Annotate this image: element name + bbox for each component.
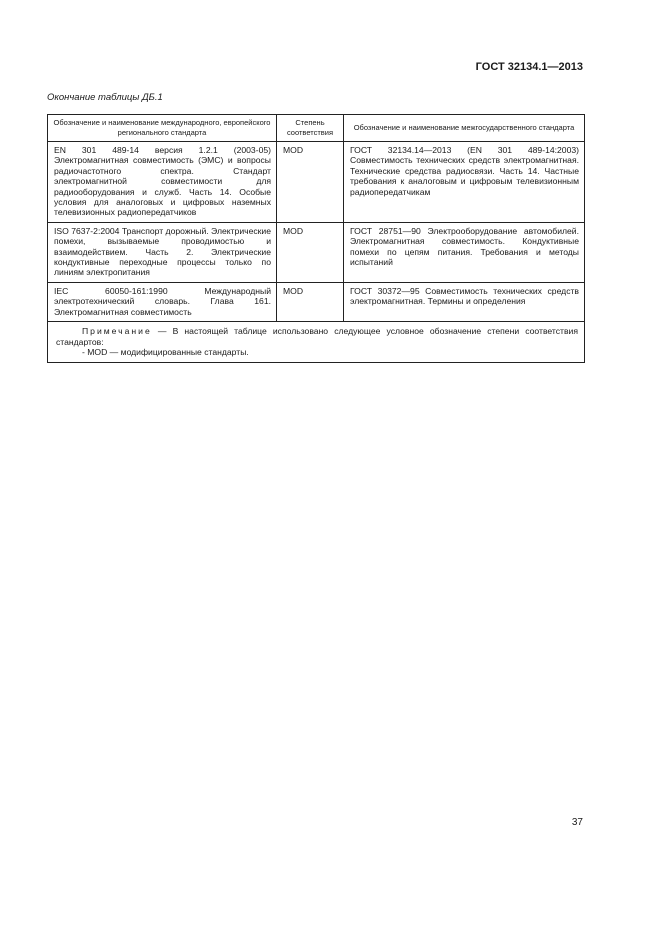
- gost-standard-cell: ГОСТ 30372—95 Совместимость технических средств электромагнитная. Термины и определения: [344, 282, 585, 321]
- note-label: Примечание: [82, 326, 152, 337]
- page-number: 37: [571, 817, 583, 828]
- document-header: ГОСТ 32134.1—2013: [475, 61, 583, 73]
- table-note-row: [48, 322, 585, 363]
- header-international-standard: Обозначение и наименование международного, европейского регионального стандарта: [48, 115, 277, 142]
- intl-standard-cell: EN 301 489-14 версия 1.2.1 (2003-05) Электромагнитная совместимость (ЭМС) и вопросы радиочастотного спектра. Стандарт электромагнитной совместимости для радиооборудования и служб. Часть 14. Особые условия для аналоговых и цифровых наземных телевизионных радиопередатчиков: [48, 142, 277, 223]
- table-row: [48, 142, 585, 223]
- table-row: [48, 282, 585, 321]
- intl-standard-cell: ISO 7637-2:2004 Транспорт дорожный. Электрические помехи, вызываемые проводимостью и взаимодействием. Часть 2. Электрические кондуктивные переходные процессы только по линиям электропитания: [48, 222, 277, 282]
- intl-standard-cell: IEC 60050-161:1990 Международный электротехнический словарь. Глава 161. Электромагнитная совместимость: [48, 282, 277, 321]
- header-degree: Степень соответствия: [277, 115, 344, 142]
- gost-standard-cell: ГОСТ 32134.14—2013 (EN 301 489-14:2003) Совместимость технических средств электромагнитная. Технические средства радиосвязи. Часть 14. Частные требования к аналоговым и цифровым телевизионным радиопередатчикам: [344, 142, 585, 223]
- standards-table: [47, 114, 585, 363]
- degree-cell: MOD: [277, 282, 344, 321]
- note-body: — В настоящей таблице использовано следующее условное обозначение степени соответствия стандартов:: [56, 326, 578, 347]
- table-header-row: [48, 115, 585, 142]
- degree-cell: MOD: [277, 142, 344, 223]
- table-caption: Окончание таблицы ДБ.1: [47, 92, 163, 103]
- note-item: - MOD — модифицированные стандарты.: [82, 346, 249, 357]
- gost-standard-cell: ГОСТ 28751—90 Электрооборудование автомобилей. Электромагнитная совместимость. Кондуктивные помехи по цепям питания. Требования и методы испытаний: [344, 222, 585, 282]
- note-text: [56, 326, 578, 347]
- table-note: [48, 322, 585, 363]
- degree-cell: MOD: [277, 222, 344, 282]
- table-row: [48, 222, 585, 282]
- header-interstate-standard: Обозначение и наименование межгосударственного стандарта: [344, 115, 585, 142]
